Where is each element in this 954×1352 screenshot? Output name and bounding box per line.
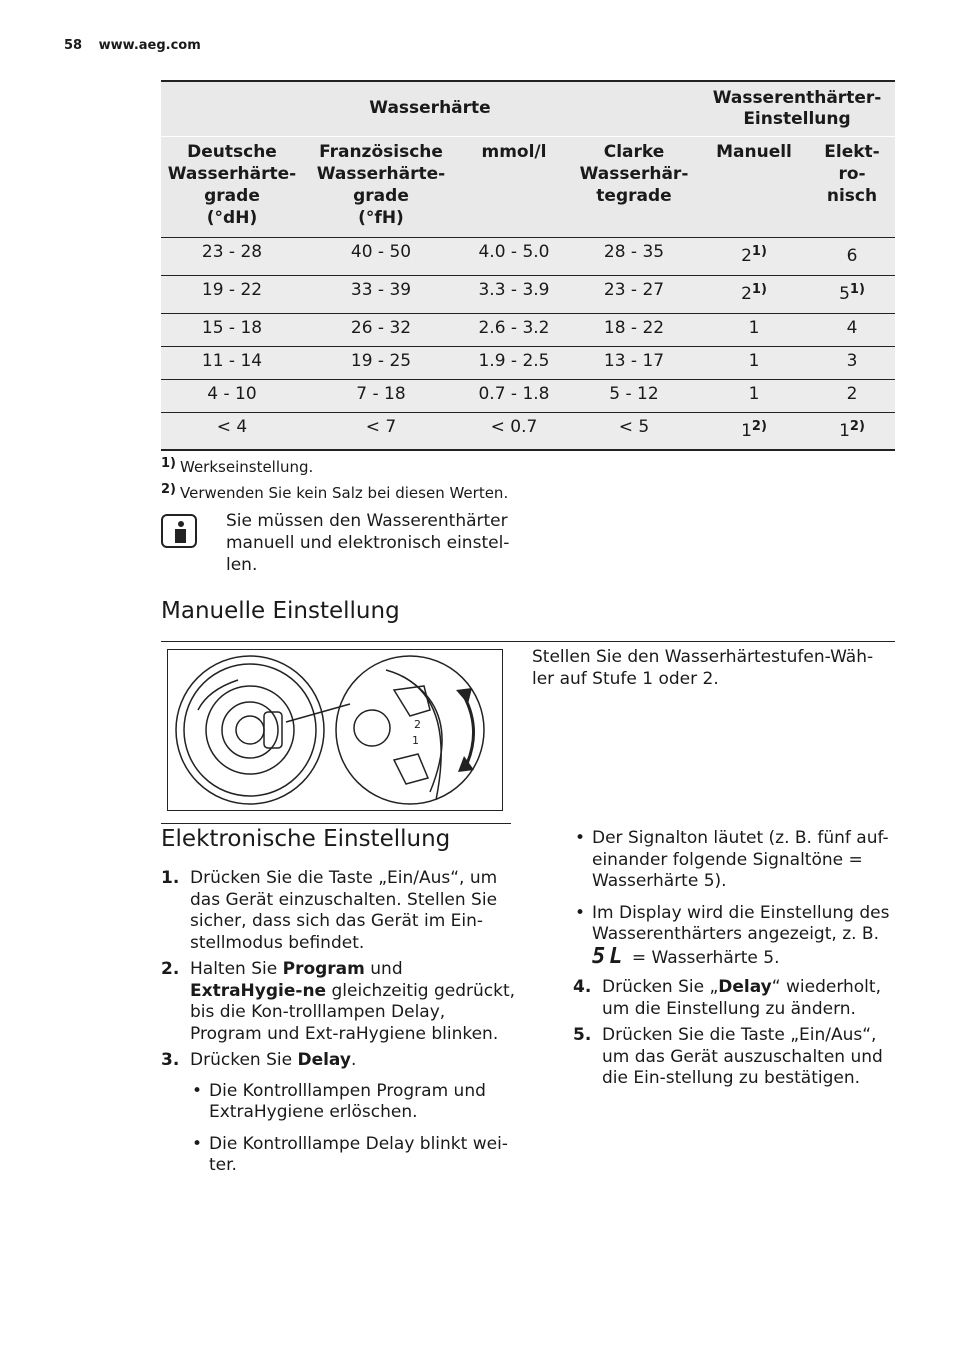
footnote-mark: 2) [161, 482, 176, 497]
key-extrahygiene: ExtraHygie-ne [190, 980, 327, 1001]
steps-right-column [573, 828, 895, 1095]
manual-caption: Stellen Sie den Wasserhärtestufen-Wäh-ler auf Stufe 1 oder 2. [532, 647, 874, 689]
footnote-text: Verwenden Sie kein Salz bei diesen Werten. [180, 484, 509, 502]
value: 1 [748, 350, 760, 371]
footnote-ref: 1) [751, 281, 767, 297]
step-number: 4. [573, 977, 592, 997]
footnote-ref: 2) [751, 418, 767, 434]
footnote-ref: 1) [849, 281, 865, 297]
cell-fh: 33 - 39 [303, 275, 459, 313]
step-text: Drücken Sie [190, 1050, 298, 1070]
cell-elektronisch [809, 237, 895, 275]
value: 2 [846, 383, 858, 404]
footnote-mark: 1) [161, 456, 176, 471]
cell-dh: 23 - 28 [161, 237, 303, 275]
footnote-1 [161, 456, 313, 476]
step-text: Drücken Sie „ [602, 977, 719, 997]
cell-elektronisch [809, 275, 895, 313]
value: 1 [741, 420, 752, 441]
cell-elektronisch [809, 346, 895, 379]
cell-manuell [699, 275, 809, 313]
key-delay: Delay [297, 1050, 351, 1070]
cell-manuell [699, 379, 809, 412]
table-row [161, 346, 895, 379]
step-number: 3. [161, 1050, 180, 1070]
step-number: 5. [573, 1025, 592, 1045]
footnote-text: Werkseinstellung. [180, 458, 314, 476]
bullet-text: = Wasserhärte 5. [631, 947, 780, 968]
table-row [161, 412, 895, 450]
dial-label-2: 2 [414, 718, 421, 731]
value: 5 [839, 283, 850, 304]
step-text: Drücken Sie die Taste „Ein/Aus“, um das Gerät einzuschalten. Stellen Sie sicher, dass sich das Gerät im Ein-stellmodus befindet. [190, 868, 498, 953]
bullet-text: Die Kontrolllampen Program und ExtraHygiene erlöschen. [209, 1080, 486, 1122]
cell-mmol: 4.0 - 5.0 [459, 237, 569, 275]
step-number: 2. [161, 959, 180, 979]
cell-fh: 19 - 25 [303, 346, 459, 379]
cell-clarke: 5 - 12 [569, 379, 699, 412]
section-title-manual: Manuelle Einstellung [161, 598, 400, 624]
step-text: gleichzeitig gedrückt, bis die Kon-trolllampen Delay, Program und Ext-raHygiene blinken. [190, 980, 516, 1044]
step-text: Halten Sie [190, 959, 283, 979]
cell-clarke: < 5 [569, 412, 699, 450]
steps-left-column [161, 868, 516, 1183]
table-row [161, 275, 895, 313]
cell-elektronisch [809, 379, 895, 412]
bullet: • Die Kontrolllampe Delay blinkt wei-ter. [192, 1133, 508, 1175]
step-3 [161, 1050, 516, 1072]
bullet-text: Im Display wird die Einstellung des Wasserenthärters angezeigt, z. B. [592, 902, 890, 944]
cell-manuell [699, 346, 809, 379]
dial-illustration [167, 649, 503, 811]
step-text: Drücken Sie die Taste „Ein/Aus“, um das Gerät auszuschalten und die Ein-stellung zu bestätigen. [602, 1025, 883, 1088]
col-header-elektronisch: Elekt- ro- nisch [809, 136, 895, 237]
info-icon [161, 514, 197, 548]
col-header-clarke: Clarke Wasserhär- tegrade [569, 136, 699, 237]
step-4 [573, 977, 895, 1020]
section-title-electronic: Elektronische Einstellung [161, 826, 451, 852]
value: 3 [846, 350, 858, 371]
water-hardness-table [161, 80, 895, 451]
value: 4 [846, 317, 858, 338]
page-header [64, 38, 201, 53]
table-row [161, 237, 895, 275]
cell-clarke: 18 - 22 [569, 313, 699, 346]
col-header-fh: Französische Wasserhärte- grade (°fH) [303, 136, 459, 237]
cell-mmol: 2.6 - 3.2 [459, 313, 569, 346]
page-number: 58 [64, 38, 83, 53]
cell-elektronisch [809, 412, 895, 450]
cell-elektronisch [809, 313, 895, 346]
value: 1 [839, 420, 850, 441]
step-text: . [350, 1050, 357, 1070]
bullet: • Im Display wird die Einstellung des Wasserenthärters angezeigt, z. B. 5L = Wasserhärte 5. [575, 902, 890, 969]
footnote-ref: 1) [751, 243, 767, 259]
step-text: “ wiederholt, um die Einstellung zu ändern. [602, 977, 881, 1019]
col-header-manuell: Manuell [699, 136, 809, 237]
cell-fh: 26 - 32 [303, 313, 459, 346]
display-segment-glyph: 5L [592, 943, 627, 969]
dial-label-1: 1 [412, 734, 419, 747]
bullet-text: Der Signalton läutet (z. B. fünf auf-einander folgende Signaltöne = Wasserhärte 5). [592, 828, 889, 891]
step-1 [161, 868, 516, 954]
value: 1 [748, 317, 760, 338]
step-text: und [364, 959, 403, 979]
step-3-bullets [161, 1081, 516, 1177]
col-header-mmol: mmol/l [459, 136, 569, 237]
cell-mmol: < 0.7 [459, 412, 569, 450]
step-5 [573, 1025, 895, 1090]
cell-fh: 7 - 18 [303, 379, 459, 412]
info-note: Sie müssen den Wasserenthärter manuell und elektronisch einstel-len. [226, 511, 510, 575]
bullet: • Die Kontrolllampen Program und ExtraHygiene erlöschen. [192, 1080, 486, 1122]
cell-clarke: 23 - 27 [569, 275, 699, 313]
cell-fh: < 7 [303, 412, 459, 450]
cell-manuell [699, 412, 809, 450]
cell-dh: 15 - 18 [161, 313, 303, 346]
section-divider [161, 641, 895, 642]
key-program: Program [282, 959, 365, 979]
value: 2 [741, 283, 752, 304]
value: 1 [748, 383, 760, 404]
cell-dh: 19 - 22 [161, 275, 303, 313]
cell-manuell [699, 313, 809, 346]
bullet: • Der Signalton läutet (z. B. fünf auf-einander folgende Signaltöne = Wasserhärte 5). [575, 828, 889, 891]
site-url: www.aeg.com [98, 38, 201, 53]
cell-dh: 11 - 14 [161, 346, 303, 379]
bullet-text: Die Kontrolllampe Delay blinkt wei-ter. [209, 1133, 508, 1175]
cell-dh: 4 - 10 [161, 379, 303, 412]
cell-mmol: 3.3 - 3.9 [459, 275, 569, 313]
step-2 [161, 959, 516, 1045]
group-header-softener: Wasserenthärter- Einstellung [699, 81, 895, 136]
footnote-2 [161, 482, 508, 502]
key-delay: Delay [718, 977, 772, 997]
col-header-dh: Deutsche Wasserhärte- grade (°dH) [161, 136, 303, 237]
value: 6 [846, 245, 858, 266]
cell-clarke: 13 - 17 [569, 346, 699, 379]
section-divider [161, 823, 511, 824]
cell-mmol: 1.9 - 2.5 [459, 346, 569, 379]
cell-dh: < 4 [161, 412, 303, 450]
value: 2 [741, 245, 752, 266]
table-row [161, 379, 895, 412]
cell-clarke: 28 - 35 [569, 237, 699, 275]
cell-fh: 40 - 50 [303, 237, 459, 275]
table-row [161, 313, 895, 346]
cell-manuell [699, 237, 809, 275]
step-number: 1. [161, 868, 180, 888]
footnote-ref: 2) [849, 418, 865, 434]
cell-mmol: 0.7 - 1.8 [459, 379, 569, 412]
group-header-hardness: Wasserhärte [161, 81, 699, 136]
